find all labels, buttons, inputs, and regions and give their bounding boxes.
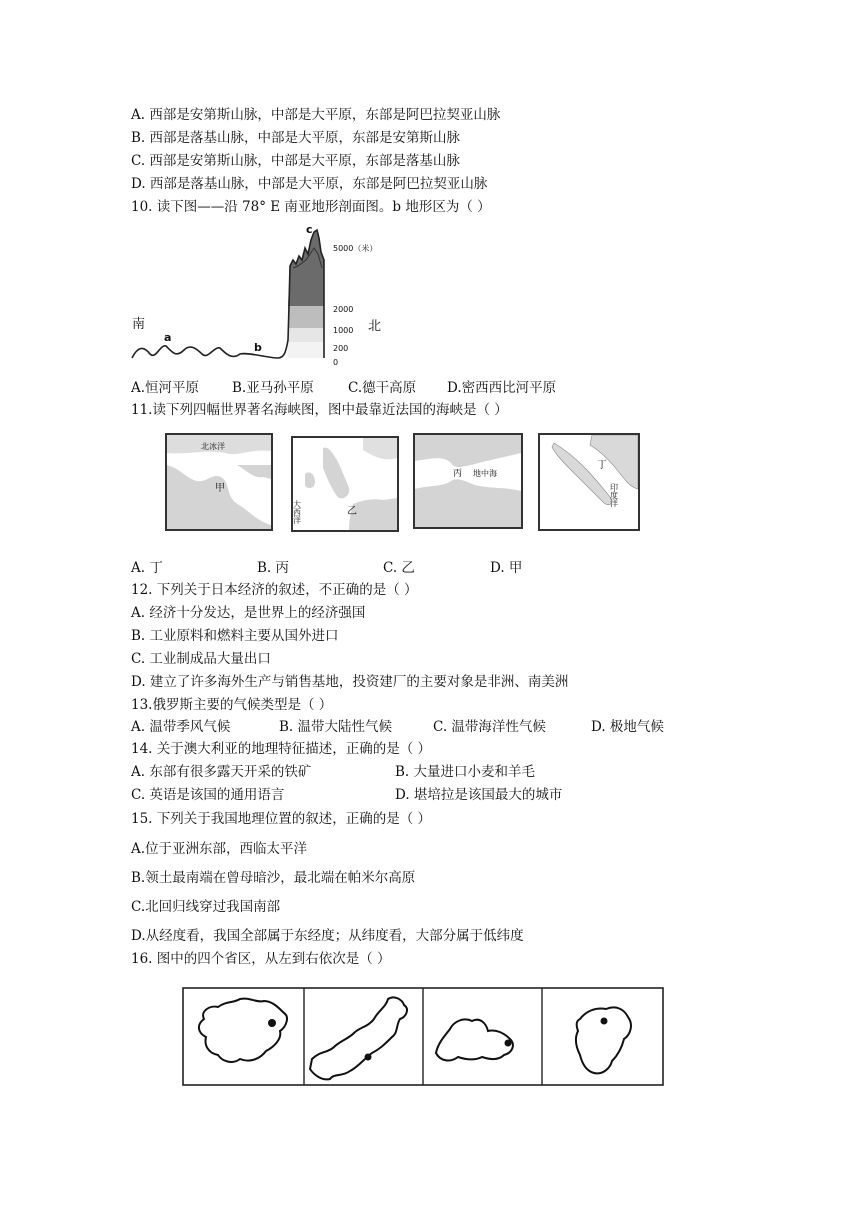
q11-option-d: D. 甲 — [490, 560, 523, 576]
q11-option-a: A. 丁 — [131, 560, 163, 576]
q9-option-b: B. 西部是落基山脉，中部是大平原，东部是安第斯山脉 — [131, 130, 461, 146]
q10-option-d: D.密西西比河平原 — [447, 380, 557, 396]
q16-province-outlines — [182, 987, 664, 1087]
q16-stem: 16. 图中的四个省区，从左到右依次是（ ） — [131, 951, 391, 967]
tick-5000: 5000（米） — [333, 244, 378, 253]
q14-option-d: D. 堪培拉是该国最大的城市 — [395, 787, 563, 803]
map4-ocean-label: 印度洋 — [609, 483, 619, 507]
tick-1000: 1000 — [333, 326, 354, 335]
q10-stem: 10. 读下图——沿 78° E 南亚地形剖面图。b 地形区为（ ） — [131, 199, 491, 215]
map2-mark: 乙 — [347, 506, 357, 517]
q14-options-ab — [131, 763, 535, 781]
q9-option-c: C. 西部是安第斯山脉，中部是大平原，东部是落基山脉 — [131, 153, 460, 169]
q10-option-c: C.德干高原 — [348, 380, 417, 396]
strait-map-4 — [538, 433, 640, 531]
q15-option-a: A.位于亚洲东部，西临太平洋 — [131, 841, 308, 857]
map1-ocean-label: 北冰洋 — [201, 442, 225, 451]
q14-option-a: A. 东部有很多露天开采的铁矿 — [131, 764, 312, 780]
q13-option-b: B. 温带大陆性气候 — [279, 719, 393, 735]
strait-map-2 — [291, 436, 399, 532]
q14-option-c: C. 英语是该国的通用语言 — [131, 787, 285, 803]
profile-label-a: a — [164, 331, 172, 344]
q15-option-c: C.北回归线穿过我国南部 — [131, 899, 281, 915]
q15-option-d: D.从经度看，我国全部属于东经度；从纬度看，大部分属于低纬度 — [131, 928, 524, 944]
map2-ocean-label: 大西洋 — [293, 500, 302, 524]
map1-mark: 甲 — [215, 483, 225, 494]
q14-options-cd — [131, 786, 562, 804]
profile-label-b: b — [254, 341, 262, 354]
q14-stem: 14. 关于澳大利亚的地理特征描述，正确的是（ ） — [131, 741, 432, 757]
q12-option-b: B. 工业原料和燃料主要从国外进口 — [131, 628, 339, 644]
q13-option-a: A. 温带季风气候 — [131, 719, 231, 735]
q10-option-b: B.亚马孙平原 — [232, 380, 314, 396]
q13-stem: 13.俄罗斯主要的气候类型是（ ） — [131, 697, 333, 713]
q12-option-a: A. 经济十分发达，是世界上的经济强国 — [131, 605, 366, 621]
q13-option-d: D. 极地气候 — [591, 719, 664, 735]
profile-label-c: c — [306, 223, 313, 236]
q11-option-b: B. 丙 — [257, 560, 290, 576]
q10-option-a: A.恒河平原 — [131, 380, 200, 396]
q13-option-c: C. 温带海洋性气候 — [433, 719, 546, 735]
tick-0: 0 — [333, 358, 339, 367]
q12-option-c: C. 工业制成品大量出口 — [131, 651, 271, 667]
q12-stem: 12. 下列关于日本经济的叙述，不正确的是（ ） — [131, 582, 418, 598]
map4-mark: 丁 — [597, 460, 607, 471]
q15-option-b: B.领土最南端在曾母暗沙，最北端在帕米尔高原 — [131, 870, 416, 886]
q12-option-d: D. 建立了许多海外生产与销售基地，投资建厂的主要对象是非洲、南美洲 — [131, 674, 569, 690]
q11-option-c: C. 乙 — [383, 560, 415, 576]
q10-terrain-profile — [128, 220, 398, 370]
q15-stem: 15. 下列关于我国地理位置的叙述，正确的是（ ） — [131, 811, 432, 827]
strait-map-1 — [165, 433, 273, 531]
map3-mark: 丙 — [453, 469, 463, 479]
profile-south-label: 南 — [132, 317, 146, 332]
map3-sea-label: 地中海 — [473, 469, 497, 478]
profile-north-label: 北 — [368, 319, 382, 334]
q11-options — [131, 559, 522, 577]
q14-option-b: B. 大量进口小麦和羊毛 — [395, 764, 536, 780]
q13-options — [131, 718, 664, 736]
tick-2000: 2000 — [333, 305, 354, 314]
strait-map-3 — [413, 433, 523, 529]
q11-stem: 11.读下列四幅世界著名海峡图，图中最靠近法国的海峡是（ ） — [131, 402, 508, 418]
q10-options — [131, 379, 556, 397]
q9-option-a: A. 西部是安第斯山脉，中部是大平原，东部是阿巴拉契亚山脉 — [131, 107, 501, 123]
tick-200: 200 — [333, 344, 349, 353]
q9-option-d: D. 西部是落基山脉，中部是大平原，东部是阿巴拉契亚山脉 — [131, 176, 488, 192]
